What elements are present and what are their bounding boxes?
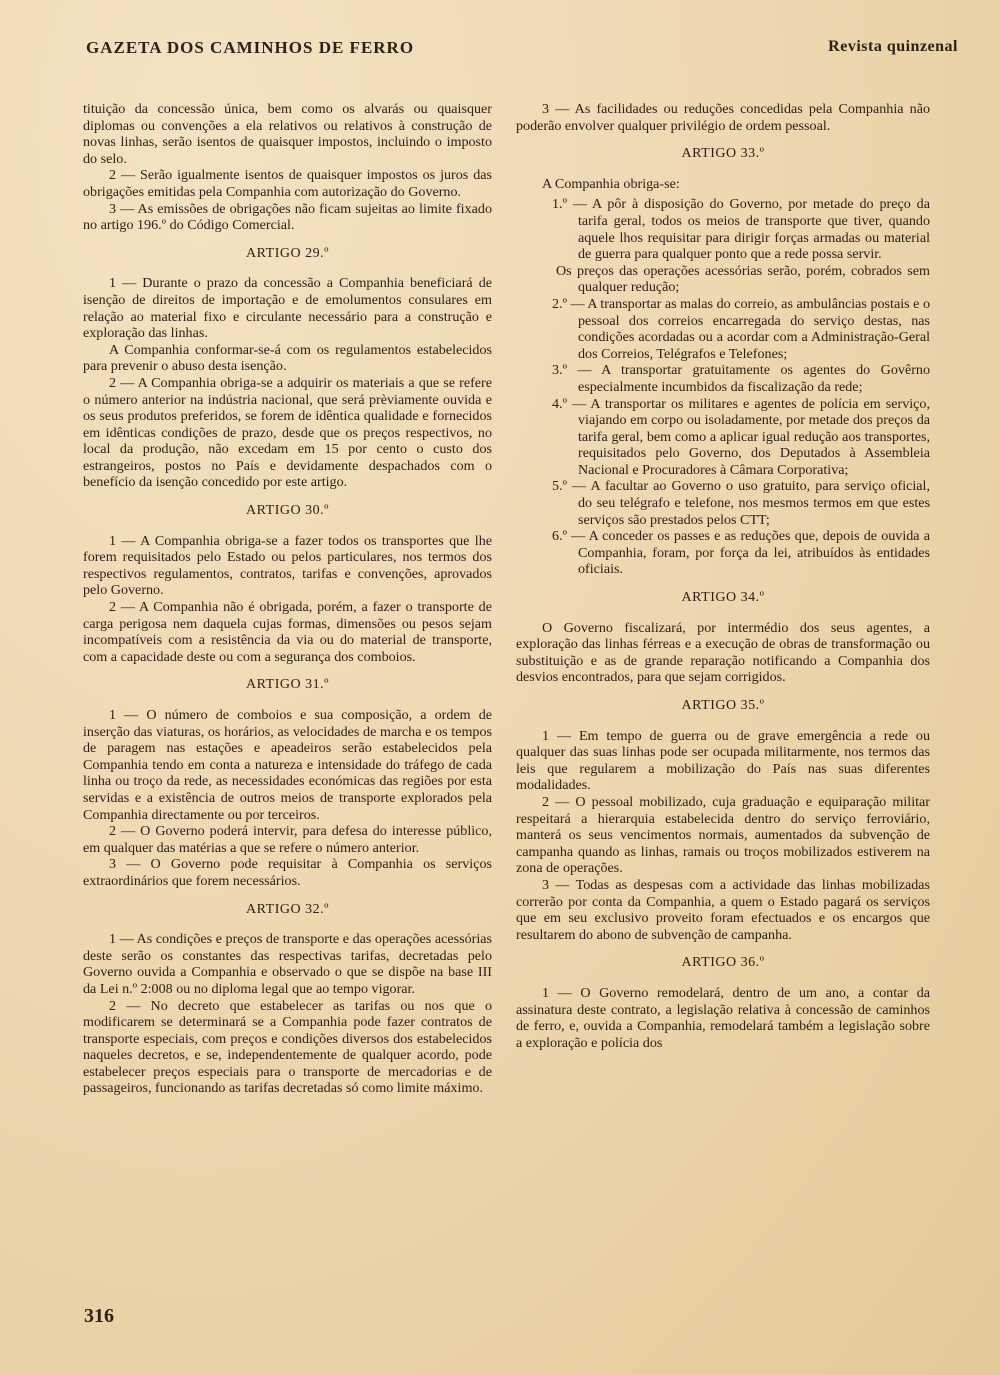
- paragraph: tituição da concessão única, bem como os alvarás ou quaisquer diplomas ou convenções a ela relativos ou relativos à construção de novas linhas, serão isentos de quaisquer impostos, incluindo o imposto do selo.: [83, 101, 492, 167]
- paragraph: 2 — A Companhia obriga-se a adquirir os materiais a que se refere o número anterior na indústria nacional, que será prèviamente ouvida e os seus produtos preferidos, se forem de idêntica qualidade e fornecidos em idênticas condições de prazo, desde que os preços respectivos, no local da produção, não excedam em 15 por cento o custo dos estrangeiros, postos no País e devidamente despachados com o benefício da isenção concedido por este artigo.: [83, 374, 492, 491]
- page-number: 316: [84, 1305, 114, 1327]
- paragraph: 3 — As facilidades ou reduções concedidas pela Companhia não poderão envolver qualquer privilégio de ordem pessoal.: [516, 101, 930, 134]
- paragraph: 2 — O pessoal mobilizado, cuja graduação e equiparação militar respeitará a hierarquia estabelecida dentro do serviço ferroviário, manterá os seus vencimentos normais, aumentados da subvenção de campanha quando as linhas, ramais ou troços mobilizados estiverem na zona de operações.: [516, 793, 930, 877]
- journal-title: GAZETA DOS CAMINHOS DE FERRO: [86, 38, 415, 57]
- article-heading-36: ARTIGO 36.º: [681, 955, 765, 971]
- paragraph: 1 — As condições e preços de transporte e das operações acessórias deste serão os constantes das respectivas tarifas, decretadas pelo Governo ouvida a Companhia e observado o que se dispõe na base III da Lei n.º 2:008 ou no diploma legal que ao tempo vigorar.: [83, 931, 492, 997]
- article-heading-33: ARTIGO 33.º: [681, 146, 765, 162]
- article-heading-35: ARTIGO 35.º: [681, 698, 765, 713]
- paragraph: 2 — Serão igualmente isentos de quaisquer impostos os juros das obrigações emitidas pela Companhia com autorização do Governo.: [83, 167, 492, 200]
- paragraph: O Governo fiscalizará, por intermédio dos seus agentes, a exploração das linhas férreas e a execução de obras de transformação ou substituição e as de grande reparação notificando a Companhia dos desvios encontrados, para que sejam corrigidos.: [516, 619, 930, 686]
- paragraph: 2 — A Companhia não é obrigada, porém, a fazer o transporte de carga perigosa nem daquela cujas formas, dimensões ou pesos sejam incompatíveis com a resistência da via ou do material de transporte, com a capacidade deste ou com a segurança dos comboios.: [83, 599, 492, 665]
- list-item: 5.º — A facultar ao Governo o uso gratuito, para serviço oficial, do seu telégrafo e telefone, nos mesmos termos em que estes serviços são prestados pelos CTT;: [552, 478, 930, 528]
- paragraph: 1 — Durante o prazo da concessão a Companhia beneficiará de isenção de direitos de importação e de emolumentos consulares em relação ao material fixo e circulante necessário para a construção e exploração das linhas.: [83, 275, 492, 342]
- left-column: [83, 101, 492, 1097]
- list-item: 2.º — A transportar as malas do correio, as ambulâncias postais e o pessoal dos correios encarregada do serviço destas, nas condições acordadas ou a acordar com a Administração-Geral dos Correios, Telégrafos e Telefones;: [552, 295, 930, 362]
- right-column: [516, 101, 930, 1051]
- article-heading-30: ARTIGO 30.º: [246, 503, 329, 519]
- list-item: Os preços das operações acessórias serão, porém, cobrados sem qualquer redução;: [556, 262, 930, 296]
- paragraph: 1 — A Companhia obriga-se a fazer todos os transportes que lhe forem requisitados pelo Estado ou pelos particulares, nos termos dos respectivos regulamentos, contratos, tarifas e convenções, aprovados pelo Governo.: [83, 532, 492, 599]
- obligations-list: [516, 196, 930, 578]
- list-item: 3.º — A transportar gratuitamente os agentes do Govêrno especialmente incumbidos da fiscalização da rede;: [552, 362, 930, 395]
- list-item: 6.º — A conceder os passes e as reduções que, depois de ouvida a Companhia, foram, por força da lei, atribuídos às entidades oficiais.: [552, 528, 930, 578]
- paragraph: 1 — O Governo remodelará, dentro de um ano, a contar da assinatura deste contrato, a legislação relativa à concessão de caminhos de ferro, e, ouvida a Companhia, remodelará também a legislação sobre a exploração e polícia dos: [516, 984, 930, 1051]
- paragraph: 1 — Em tempo de guerra ou de grave emergência a rede ou qualquer das suas linhas pode ser ocupada militarmente, nos termos das leis que regularem a mobilização do País nas suas diferentes modalidades.: [516, 727, 930, 794]
- paragraph: 2 — O Governo poderá intervir, para defesa do interesse público, em qualquer das matérias a que se refere o número anterior.: [83, 823, 492, 856]
- list-item: 1.º — A pôr à disposição do Governo, por metade do preço da tarifa geral, todos os meios de transporte que tiver, quando aquele lhos requisitar para dirigir forças armadas ou material de guerra para qualquer ponto que a rede possa servir.: [552, 196, 930, 263]
- paragraph: 1 — O número de comboios e sua composição, a ordem de inserção das viaturas, os horários, as velocidades de marcha e os tempos de paragem nas estações e apeadeiros serão estabelecidos pela Companhia tendo em conta a natureza e intensidade do tráfego de cada linha ou troço da rede, as necessidades económicas das regiões por esta servidas e a existência de outros meios de transporte explorados pela Companhia directamente ou por terceiros.: [83, 707, 492, 823]
- paragraph: A Companhia conformar-se-á com os regulamentos estabelecidos para prevenir o abuso desta isenção.: [83, 341, 492, 375]
- paragraph: 3 — O Governo pode requisitar à Companhia os serviços extraordinários que forem necessários.: [83, 856, 492, 889]
- article-heading-31: ARTIGO 31.º: [246, 677, 329, 693]
- list-intro: A Companhia obriga-se:: [542, 175, 680, 192]
- list-item: 4.º — A transportar os militares e agentes de polícia em serviço, viajando em corpo ou isoladamente, por metade dos preços da tarifa geral, bem como a aplicar igual redução aos transportes, requisitados pelo Governo, dos Deputados à Assembleia Nacional e Procuradores à Câmara Corporativa;: [552, 395, 930, 478]
- article-heading-34: ARTIGO 34.º: [681, 590, 765, 606]
- page-header: [86, 38, 958, 62]
- journal-subtitle: Revista quinzenal: [828, 38, 958, 55]
- paragraph: 3 — As emissões de obrigações não ficam sujeitas ao limite fixado no artigo 196.º do Código Comercial.: [83, 200, 492, 234]
- paragraph: 2 — No decreto que estabelecer as tarifas ou nos que o modificarem se determinará se a Companhia pode fazer contratos de transporte especiais, com preços e condições diversos dos estabelecidos naqueles decretos, e se, independentemente de qualquer acordo, pode estabelecer preços especiais para o transporte de mercadorias e de passageiros, funcionando as tarifas decretadas só como limite máximo.: [83, 997, 492, 1097]
- paragraph: 3 — Todas as despesas com a actividade das linhas mobilizadas correrão por conta da Companhia, a quem o Estado pagará os serviços que em seu exclusivo proveito foram efectuados e os encargos que resultarem do abono de subvenção de campanha.: [516, 876, 930, 943]
- article-heading-32: ARTIGO 32.º: [246, 901, 329, 917]
- article-heading-29: ARTIGO 29.º: [246, 245, 329, 261]
